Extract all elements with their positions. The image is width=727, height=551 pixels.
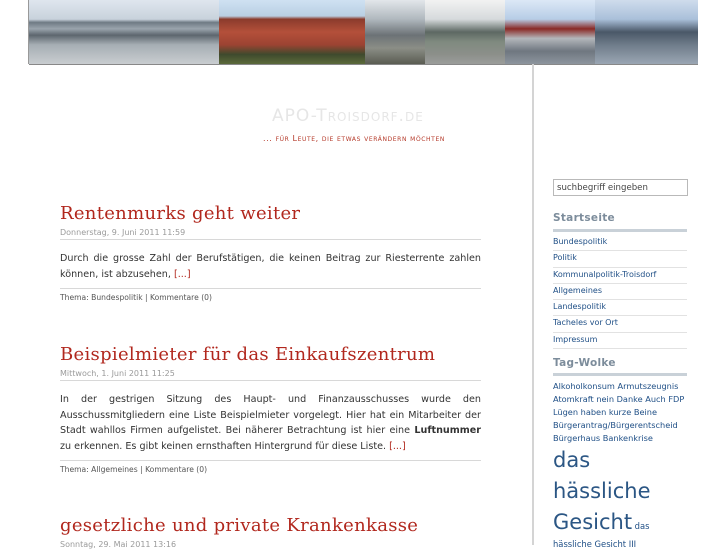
nav-item-allgemeines[interactable]: Allgemeines [553, 284, 687, 300]
post-text-rest: zu erkennen. Es gibt keinen ernsthaften Hintergrund für diese Liste. [60, 440, 387, 452]
tag-link[interactable]: Armutszeugnis [617, 381, 679, 391]
nav-heading[interactable]: Startseite [553, 212, 615, 224]
read-more-link[interactable]: [...] [173, 268, 191, 280]
banner-border [28, 0, 29, 64]
tag-heading-bar [553, 373, 687, 376]
banner-photo-castle [219, 0, 365, 64]
nav-item-bundespolitik[interactable]: Bundespolitik [553, 235, 687, 251]
comments-link[interactable]: Kommentare (0) [150, 293, 212, 302]
category-nav [553, 235, 687, 349]
site-title[interactable]: APO-Troisdorf.de [272, 106, 424, 126]
banner-photo-street [505, 0, 595, 64]
post-text-bold: Luftnummer [414, 425, 481, 436]
nav-item-tacheles[interactable]: Tacheles vor Ort [553, 316, 687, 332]
column-divider [532, 64, 534, 545]
post-date: Donnerstag, 9. Juni 2011 11:59 [60, 228, 481, 240]
nav-item-landespolitik[interactable]: Landespolitik [553, 300, 687, 316]
tag-link[interactable]: Atomkraft nein Danke [553, 394, 643, 404]
site-subtitle: ... für Leute, die etwas verändern möchten [263, 134, 445, 143]
tag-link[interactable]: Lügen haben kurze Beine [553, 407, 658, 417]
post-text: In der gestrigen Sitzung des Haupt- und Finanzausschusses wurde den Ausschussmitgliedern eine Liste Beispielmieter vorgelegt. Hier hat ein Mitarbeiter der Stadt wahllos Firmen aufgelistet. Bei näherer Betrachtung ist hier eine [60, 394, 481, 436]
nav-item-impressum[interactable]: Impressum [553, 333, 687, 349]
tag-link-large[interactable]: das hässliche Gesicht [553, 448, 651, 534]
read-more-link[interactable]: [...] [389, 440, 406, 452]
search-input[interactable] [553, 179, 688, 196]
banner-photo-square [425, 0, 505, 64]
tag-link[interactable]: das hässliche Gesicht III [553, 521, 650, 549]
banner-photo-modern [595, 0, 698, 64]
post-title[interactable]: Rentenmurks geht weiter [60, 203, 301, 224]
tag-cloud [553, 380, 688, 551]
category-link[interactable]: Bundespolitik [91, 293, 143, 302]
nav-heading-bar [553, 229, 687, 232]
post-meta: Thema: Allgemeines | Kommentare (0) [60, 465, 208, 474]
category-link[interactable]: Allgemeines [91, 465, 138, 474]
post-2 [60, 344, 481, 474]
meta-label: Thema: [60, 293, 89, 302]
tag-link[interactable]: Auch FDP [645, 394, 685, 404]
post-1 [60, 203, 481, 302]
header-banner [29, 0, 698, 65]
post-3 [60, 515, 481, 551]
tag-link[interactable]: Bankenkrise [602, 433, 653, 443]
banner-photo-building [29, 0, 219, 64]
post-title[interactable]: Beispielmieter für das Einkaufszentrum [60, 344, 436, 365]
post-date: Mittwoch, 1. Juni 2011 11:25 [60, 369, 481, 381]
tag-heading: Tag-Wolke [553, 357, 616, 369]
meta-label: Thema: [60, 465, 89, 474]
nav-item-politik[interactable]: Politik [553, 251, 687, 267]
banner-photo-sculpture [365, 0, 425, 64]
tag-link[interactable]: Bürgerantrag/Bürgerentscheid [553, 420, 678, 430]
post-title[interactable]: gesetzliche und private Krankenkasse [60, 515, 419, 536]
tag-link[interactable]: Bürgerhaus [553, 433, 601, 443]
post-date: Sonntag, 29. Mai 2011 13:16 [60, 540, 177, 549]
post-body [60, 392, 481, 461]
post-meta: Thema: Bundespolitik | Kommentare (0) [60, 293, 212, 302]
post-text: Durch die grosse Zahl der Berufstätigen, die keinen Beitrag zur Riesterrente zahlen können, ist abzusehen, [60, 253, 481, 280]
post-body [60, 251, 481, 289]
nav-item-kommunalpolitik[interactable]: Kommunalpolitik-Troisdorf [553, 268, 687, 284]
comments-link[interactable]: Kommentare (0) [145, 465, 208, 474]
tag-link[interactable]: Alkoholkonsum [553, 381, 615, 391]
